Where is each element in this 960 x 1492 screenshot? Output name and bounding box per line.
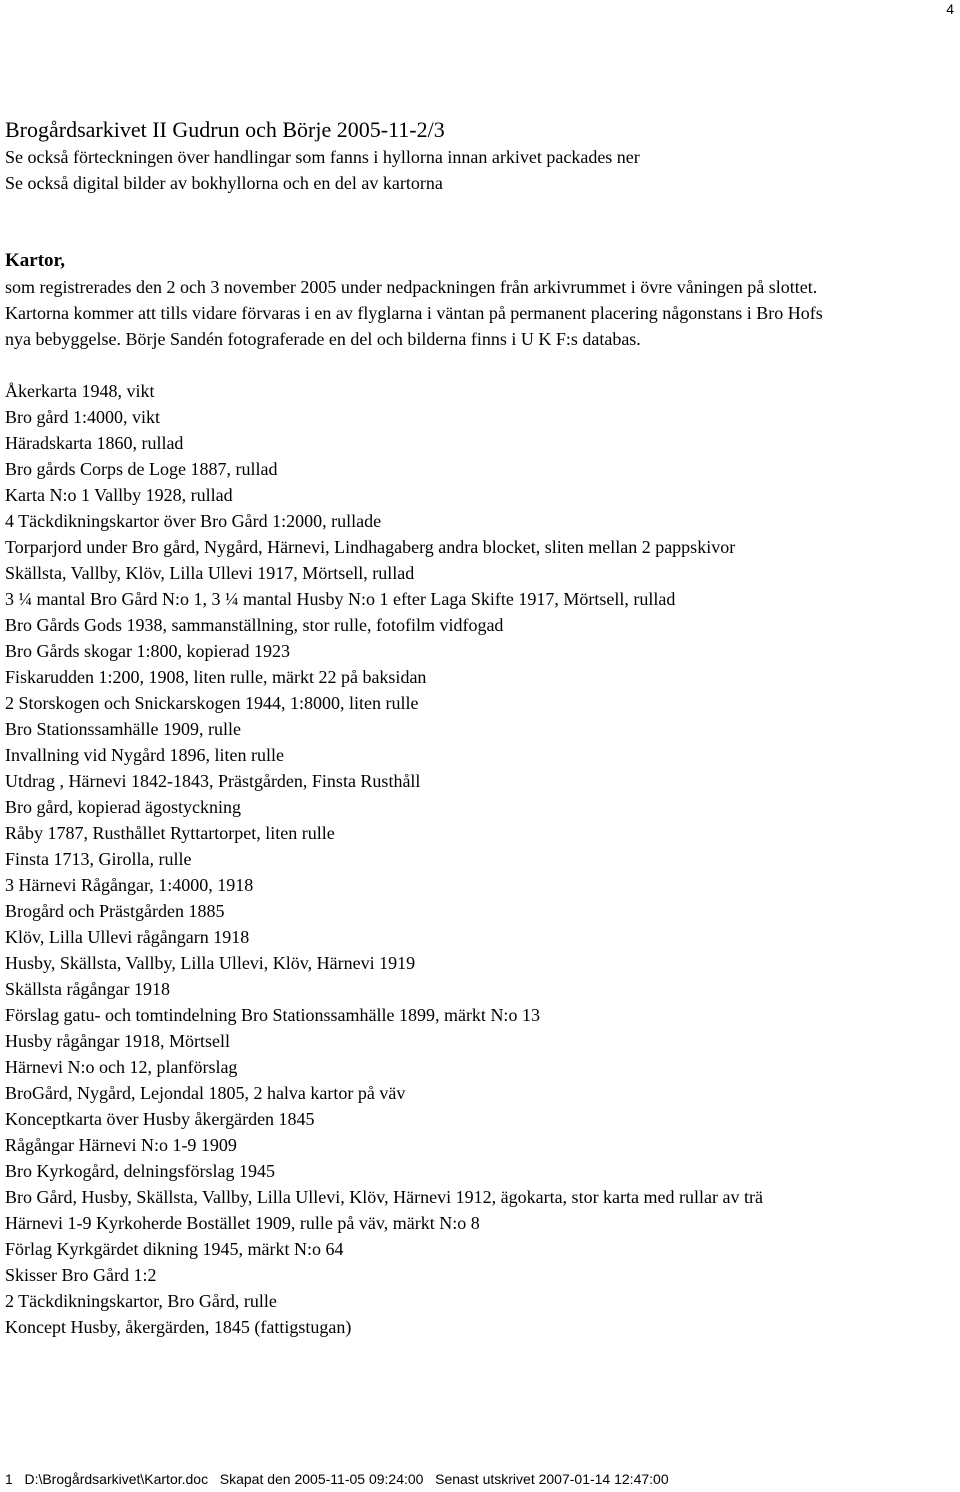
map-list-item: Bro gård, kopierad ägostyckning [5, 797, 241, 817]
map-list-item: Skällsta, Vallby, Klöv, Lilla Ullevi 1917, Mörtsell, rullad [5, 563, 415, 583]
document-body [5, 116, 953, 1340]
map-list-item: Bro Gårds Gods 1938, sammanställning, stor rulle, fotofilm vidfogad [5, 615, 504, 635]
map-list-item: Skisser Bro Gård 1:2 [5, 1265, 157, 1285]
map-list-item: Bro Gård, Husby, Skällsta, Vallby, Lilla Ullevi, Klöv, Härnevi 1912, ägokarta, stor karta med rullar av trä [5, 1187, 763, 1207]
document-title: Brogårdsarkivet II Gudrun och Börje 2005-11-2/3 [5, 117, 445, 142]
map-list-item: Husby rågångar 1918, Mörtsell [5, 1031, 230, 1051]
map-list-item: BroGård, Nygård, Lejondal 1805, 2 halva kartor på väv [5, 1083, 406, 1103]
map-list-item: Förslag gatu- och tomtindelning Bro Stationssamhälle 1899, märkt N:o 13 [5, 1005, 540, 1025]
map-list-item: Bro Gårds skogar 1:800, kopierad 1923 [5, 641, 290, 661]
map-list-item: Råby 1787, Rusthållet Ryttartorpet, liten rulle [5, 823, 335, 843]
map-list-item: Rågångar Härnevi N:o 1-9 1909 [5, 1135, 237, 1155]
map-list-item: Utdrag , Härnevi 1842-1843, Prästgården, Finsta Rusthåll [5, 771, 421, 791]
map-list-item: Torparjord under Bro gård, Nygård, Härnevi, Lindhagaberg andra blocket, sliten mellan 2 pappskivor [5, 537, 736, 557]
map-list-item: Bro Stationssamhälle 1909, rulle [5, 719, 241, 739]
map-list-item: 3 ¼ mantal Bro Gård N:o 1, 3 ¼ mantal Husby N:o 1 efter Laga Skifte 1917, Mörtsell, rullad [5, 589, 676, 609]
document-footer: 1 D:\Brogårdsarkivet\Kartor.doc Skapat den 2005-11-05 09:24:00 Senast utskrivet 2007-01-14 12:47:00 [5, 1471, 669, 1487]
map-list-item: Förlag Kyrkgärdet dikning 1945, märkt N:o 64 [5, 1239, 344, 1259]
section-heading: Kartor, [5, 250, 65, 271]
map-list-item: Bro Kyrkogård, delningsförslag 1945 [5, 1161, 275, 1181]
map-list-item: Fiskarudden 1:200, 1908, liten rulle, märkt 22 på baksidan [5, 667, 427, 687]
map-list-item: 4 Täckdikningskartor över Bro Gård 1:2000, rullade [5, 511, 382, 531]
map-list-item: 3 Härnevi Rågångar, 1:4000, 1918 [5, 875, 254, 895]
map-list-item: 2 Täckdikningskartor, Bro Gård, rulle [5, 1291, 277, 1311]
map-list-item: Klöv, Lilla Ullevi rågångarn 1918 [5, 927, 250, 947]
map-list-item: Konceptkarta över Husby åkergärden 1845 [5, 1109, 315, 1129]
intro-line: Se också digital bilder av bokhyllorna och en del av kartorna [5, 173, 443, 193]
map-list-item: Åkerkarta 1948, vikt [5, 381, 155, 401]
map-list-item: Invallning vid Nygård 1896, liten rulle [5, 745, 284, 765]
map-list-item: Bro gård 1:4000, vikt [5, 407, 160, 427]
map-list-item: 2 Storskogen och Snickarskogen 1944, 1:8000, liten rulle [5, 693, 419, 713]
map-list-item: Härnevi N:o och 12, planförslag [5, 1057, 238, 1077]
map-list-item: Härnevi 1-9 Kyrkoherde Bostället 1909, rulle på väv, märkt N:o 8 [5, 1213, 480, 1233]
map-list [5, 378, 850, 1340]
map-list-item: Finsta 1713, Girolla, rulle [5, 849, 192, 869]
map-list-item: Skällsta rågångar 1918 [5, 979, 170, 999]
section-paragraph: som registrerades den 2 och 3 november 2005 under nedpackningen från arkivrummet i övre våningen på slottet. Kartorna kommer att tills vidare förvaras i en av flyglarna i väntan på permanent placering någonstans i Bro Hofs nya bebyggelse. Börje Sandén fotograferade en del och bilderna finns i U K F:s databas. [5, 277, 823, 349]
map-list-item: Karta N:o 1 Vallby 1928, rullad [5, 485, 233, 505]
spacer [5, 196, 953, 248]
spacer [5, 352, 953, 378]
page-number: 4 [946, 1, 954, 17]
map-list-item: Brogård och Prästgården 1885 [5, 901, 225, 921]
intro-line: Se också förteckningen över handlingar som fanns i hyllorna innan arkivet packades ner [5, 147, 640, 167]
map-list-item: Häradskarta 1860, rullad [5, 433, 184, 453]
map-list-item: Koncept Husby, åkergärden, 1845 (fattigstugan) [5, 1317, 352, 1337]
map-list-item: Bro gårds Corps de Loge 1887, rullad [5, 459, 278, 479]
map-list-item: Husby, Skällsta, Vallby, Lilla Ullevi, Klöv, Härnevi 1919 [5, 953, 416, 973]
